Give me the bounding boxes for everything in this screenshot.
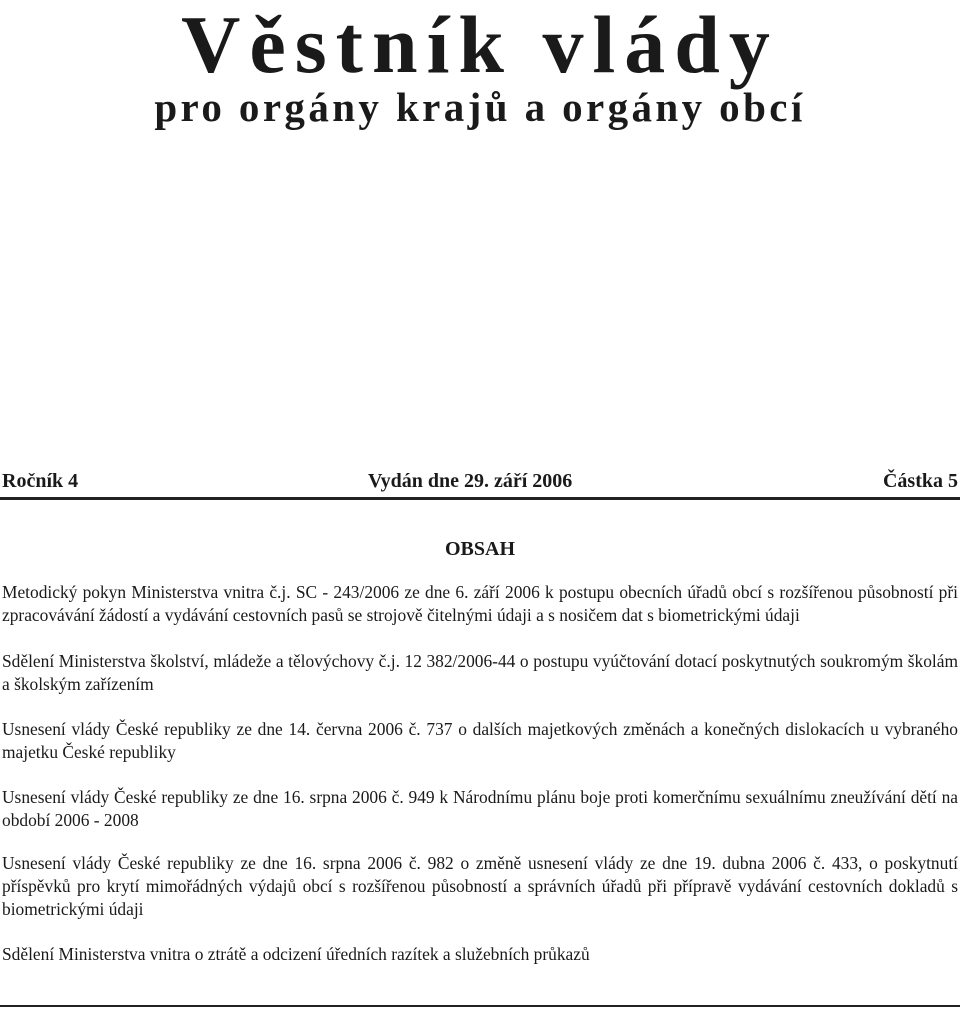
issue-info-bar [0,467,960,497]
issue-volume: Ročník 4 [2,470,79,492]
contents-entry: Usnesení vlády České republiky ze dne 16. srpna 2006 č. 982 o změně usnesení vlády ze dne 19. dubna 2006 č. 433, o poskytnutí příspěvků pro krytí mimořádných výdajů obcí s rozšířenou působností a správních úřadů při přípravě vydávání cestovních dokladů s biometrickými údaji [2,853,958,919]
issue-date: Vydán dne 29. září 2006 [368,470,573,492]
bottom-divider [0,1005,960,1007]
contents-entry: Usnesení vlády České republiky ze dne 16. srpna 2006 č. 949 k Národnímu plánu boje proti komerčnímu sexuálnímu zneužívání dětí na období 2006 - 2008 [2,787,958,830]
contents-entry: Usnesení vlády České republiky ze dne 14. června 2006 č. 737 o dalších majetkových změnách a konečných dislokacích u vybraného majetku České republiky [2,719,958,762]
contents-entry: Sdělení Ministerstva školství, mládeže a tělovýchovy č.j. 12 382/2006-44 o postupu vyúčtování dotací poskytnutých soukromým školám a školským zařízením [2,651,958,694]
masthead-title: Věstník vlády [181,0,779,90]
contents-entry: Sdělení Ministerstva vnitra o ztrátě a odcizení úředních razítek a služebních průkazů [2,944,590,964]
issue-part: Částka 5 [882,470,958,492]
top-divider [0,497,960,500]
contents-entry: Metodický pokyn Ministerstva vnitra č.j. SC - 243/2006 ze dne 6. září 2006 k postupu obecních úřadů obcí s rozšířenou působností při zpracovávání žádostí a vydávání cestovních pasů se strojově čitelnými údaji a s nosičem dat s biometrickými údaji [2,582,958,625]
masthead-subtitle: pro orgány krajů a orgány obcí [154,84,806,130]
contents-heading: OBSAH [444,538,516,560]
